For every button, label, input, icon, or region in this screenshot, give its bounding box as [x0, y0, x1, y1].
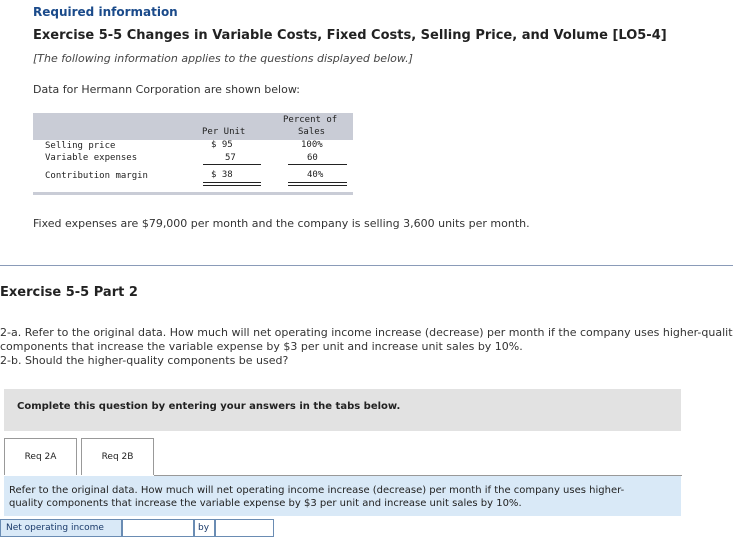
col-header-per-unit: Per Unit: [202, 127, 246, 137]
total-rule-per-unit-1: [203, 182, 261, 183]
instruction-text: Complete this question by entering your answers in the tabs below.: [17, 401, 401, 412]
row-value-contribution-margin: $ 38: [211, 170, 233, 180]
question-line-2a: 2-a. Refer to the original data. How much will net operating income increase (decrease) per month if the company uses higher-qualit: [0, 326, 733, 339]
row-value-variable-expenses: 57: [225, 153, 236, 163]
section-divider: [0, 265, 733, 266]
answer-prompt: [9, 484, 624, 510]
by-label: by: [194, 519, 215, 537]
subtotal-rule-per-unit: [203, 164, 261, 165]
row-percent-variable-expenses: 60: [307, 153, 318, 163]
tab-req-2b[interactable]: Req 2B: [81, 438, 154, 475]
question-line-2b: 2-b. Should the higher-quality components be used?: [0, 354, 289, 367]
row-label-variable-expenses: Variable expenses: [45, 153, 138, 163]
row-value-selling-price: $ 95: [211, 140, 233, 150]
data-intro: Data for Hermann Corporation are shown below:: [33, 83, 300, 96]
col-header-percent-line1: Percent of: [283, 115, 338, 125]
row-label-selling-price: Selling price: [45, 141, 116, 151]
total-rule-percent-2: [288, 185, 347, 186]
change-direction-select[interactable]: [122, 519, 194, 537]
table-footer-band: [33, 192, 353, 195]
instruction-box: [4, 389, 681, 431]
applies-note: [The following information applies to the questions displayed below.]: [33, 52, 413, 65]
question-line-2a-cont: components that increase the variable expense by $3 per unit and increase unit sales by 10%.: [0, 340, 523, 353]
answer-prompt-line2: quality components that increase the variable expense by $3 per unit and increase unit sales by 10%.: [9, 498, 522, 509]
required-information-heading: Required information: [33, 5, 178, 19]
row-label-contribution-margin: Contribution margin: [45, 171, 148, 181]
exercise-title: Exercise 5-5 Changes in Variable Costs, Fixed Costs, Selling Price, and Volume [LO5-4]: [33, 28, 667, 43]
total-rule-percent-1: [288, 182, 347, 183]
row-percent-selling-price: 100%: [301, 140, 323, 150]
net-operating-income-label: Net operating income: [0, 519, 122, 537]
question-text: [0, 326, 733, 368]
total-rule-per-unit-2: [203, 185, 261, 186]
subtotal-rule-percent: [288, 164, 347, 165]
tab-req-2a[interactable]: Req 2A: [4, 438, 77, 475]
cost-data-table: [33, 113, 353, 195]
fixed-expenses-text: Fixed expenses are $79,000 per month and the company is selling 3,600 units per month.: [33, 217, 530, 230]
part-title: Exercise 5-5 Part 2: [0, 285, 138, 300]
answer-prompt-line1: Refer to the original data. How much will net operating income increase (decrease) per month if the company uses higher-: [9, 485, 625, 496]
col-header-percent-line2: Sales: [298, 127, 326, 137]
change-amount-input[interactable]: [215, 519, 274, 537]
row-percent-contribution-margin: 40%: [307, 170, 324, 180]
answer-prompt-box: [4, 476, 681, 516]
